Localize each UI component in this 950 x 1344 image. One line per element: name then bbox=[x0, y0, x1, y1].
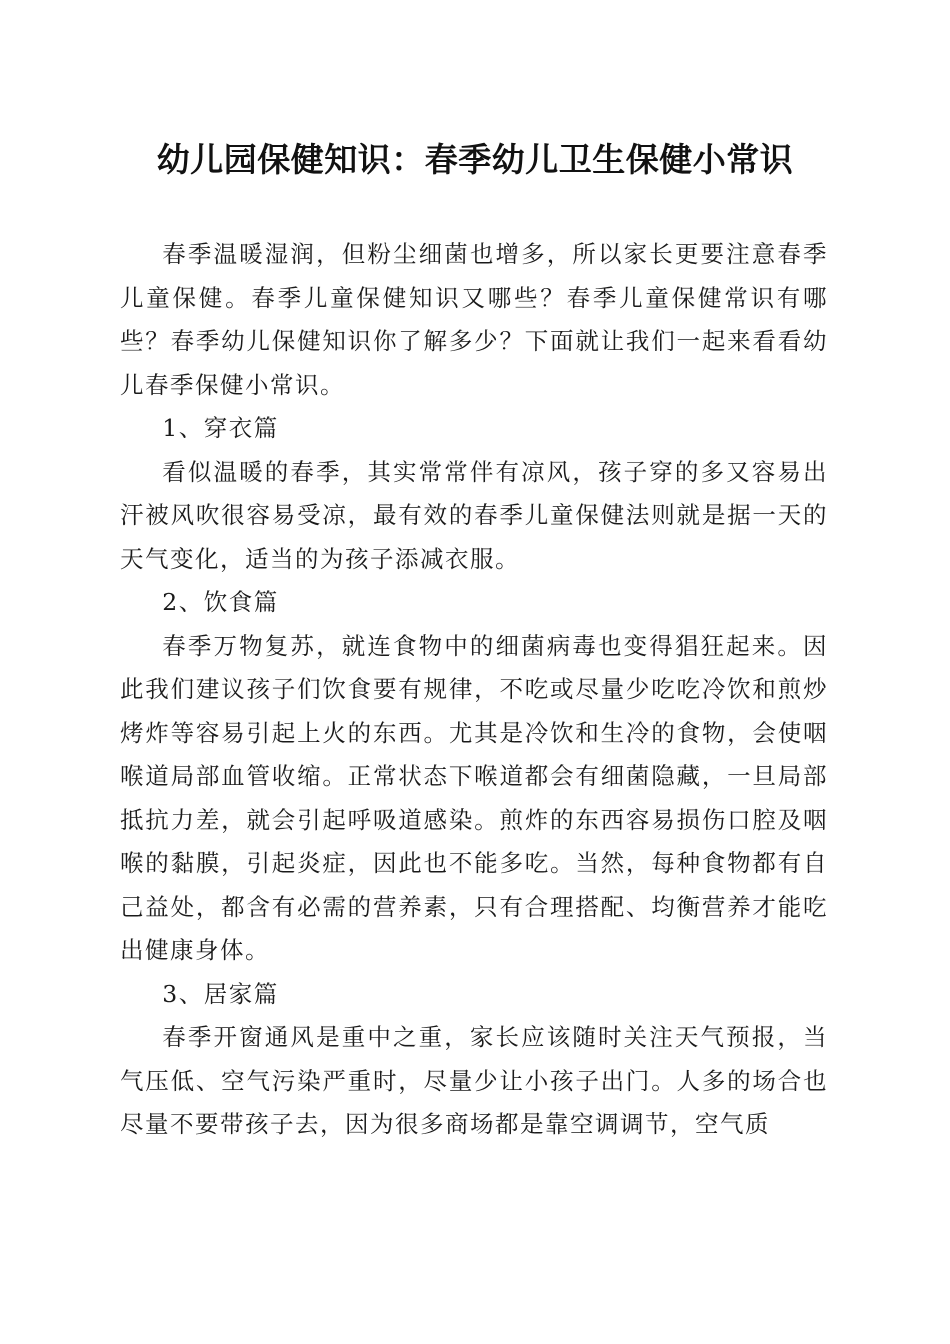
section-heading-home: 3、居家篇 bbox=[162, 979, 279, 1008]
document-title: 幼儿园保健知识：春季幼儿卫生保健小常识 bbox=[156, 140, 794, 179]
clothing-paragraph: 看似温暖的春季，其实常常伴有凉风，孩子穿的多又容易出汗被风吹很容易受凉，最有效的春季儿童保健法则就是据一天的天气变化，适当的为孩子添减衣服。 bbox=[120, 457, 828, 573]
intro-paragraph: 春季温暖湿润，但粉尘细菌也增多，所以家长更要注意春季儿童保健。春季儿童保健知识又哪些？春季儿童保健常识有哪些？春季幼儿保健知识你了解多少？下面就让我们一起来看看幼儿春季保健小常识。 bbox=[120, 240, 828, 399]
section-heading-clothing: 1、穿衣篇 bbox=[162, 414, 279, 442]
section-heading-diet: 2、饮食篇 bbox=[162, 588, 279, 616]
document-body bbox=[120, 233, 828, 1147]
home-paragraph: 春季开窗通风是重中之重，家长应该随时关注天气预报，当气压低、空气污染严重时，尽量少让小孩子出门。人多的场合也尽量不要带孩子去，因为很多商场都是靠空调调节，空气质 bbox=[120, 1023, 828, 1138]
diet-paragraph: 春季万物复苏，就连食物中的细菌病毒也变得猖狂起来。因此我们建议孩子们饮食要有规律，不吃或尽量少吃吃冷饮和煎炒烤炸等容易引起上火的东西。尤其是冷饮和生冷的食物，会使咽喉道局部血管收缩。正常状态下喉道都会有细菌隐藏，一旦局部抵抗力差，就会引起呼吸道感染。煎炸的东西容易损伤口腔及咽喉的黏膜，引起炎症，因此也不能多吃。当然，每种食物都有自己益处，都含有必需的营养素，只有合理搭配、均衡营养才能吃出健康身体。 bbox=[120, 631, 828, 964]
